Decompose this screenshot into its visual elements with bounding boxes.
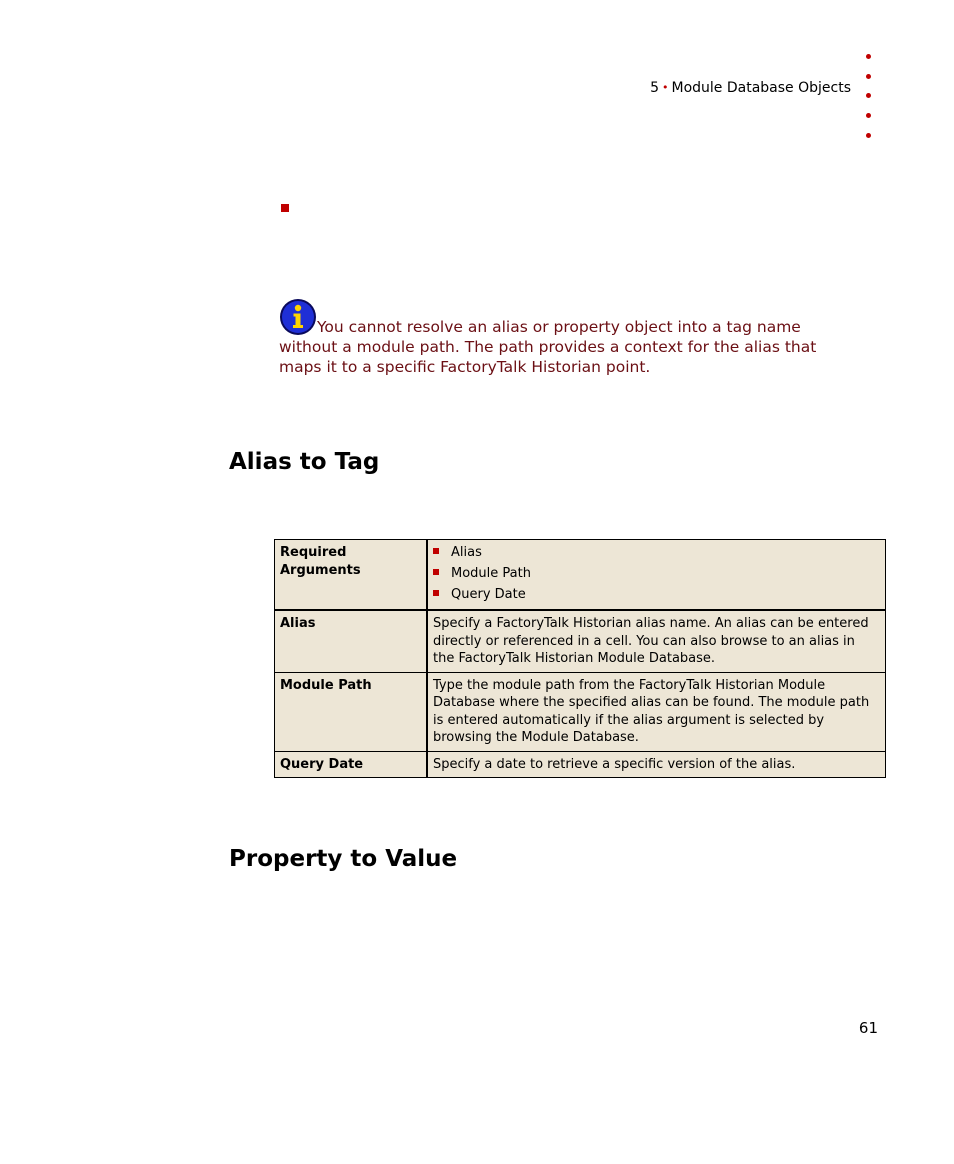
- info-icon: [279, 298, 317, 336]
- row-label: Module Path: [275, 672, 428, 751]
- bullet-square-icon: [433, 590, 439, 596]
- bullet-square-icon: [433, 548, 439, 554]
- chapter-number: 5: [650, 80, 659, 96]
- section-heading-property-to-value: Property to Value: [229, 846, 458, 872]
- bullet-separator-icon: •: [662, 81, 669, 94]
- bullet-square-icon: [433, 569, 439, 575]
- list-item: [433, 542, 880, 563]
- bullet-square-icon: [281, 204, 289, 212]
- row-value: Type the module path from the FactoryTalk Historian Module Database where the specified alias can be found. The module path is entered automatically if the alias argument is selected by browsing the Module Database.: [427, 672, 886, 751]
- section-heading-alias-to-tag: Alias to Tag: [229, 449, 380, 475]
- margin-dot-icon: [866, 54, 871, 59]
- chapter-title: Module Database Objects: [671, 80, 851, 96]
- margin-dot-icon: [866, 93, 871, 98]
- list-item-text: Query Date: [451, 587, 526, 602]
- row-label: Alias: [275, 610, 428, 672]
- margin-dot-icon: [866, 133, 871, 138]
- row-value: Specify a date to retrieve a specific version of the alias.: [427, 751, 886, 778]
- table-row: [275, 610, 886, 672]
- list-item: [433, 563, 880, 584]
- margin-dot-icon: [866, 113, 871, 118]
- list-item-text: Module Path: [451, 566, 531, 581]
- running-header: [600, 80, 851, 96]
- note-text: You cannot resolve an alias or property object into a tag name without a module path. The path provides a context for the alias that maps it to a specific FactoryTalk Historian point.: [279, 318, 817, 376]
- margin-dot-icon: [866, 74, 871, 79]
- list-item-text: Alias: [451, 545, 482, 560]
- table-row: [275, 751, 886, 778]
- list-item: [433, 584, 880, 605]
- table-row: [275, 672, 886, 751]
- row-value: Specify a FactoryTalk Historian alias name. An alias can be entered directly or referenced in a cell. You can also browse to an alias in the FactoryTalk Historian Module Database.: [427, 610, 886, 672]
- row-label: Required Arguments: [275, 540, 428, 611]
- info-note: [279, 298, 859, 377]
- table-row: [275, 540, 886, 611]
- arguments-table: [274, 539, 886, 778]
- required-arguments-list: [433, 542, 880, 605]
- page-number: 61: [858, 1019, 878, 1037]
- row-value: [427, 540, 886, 611]
- row-label: Query Date: [275, 751, 428, 778]
